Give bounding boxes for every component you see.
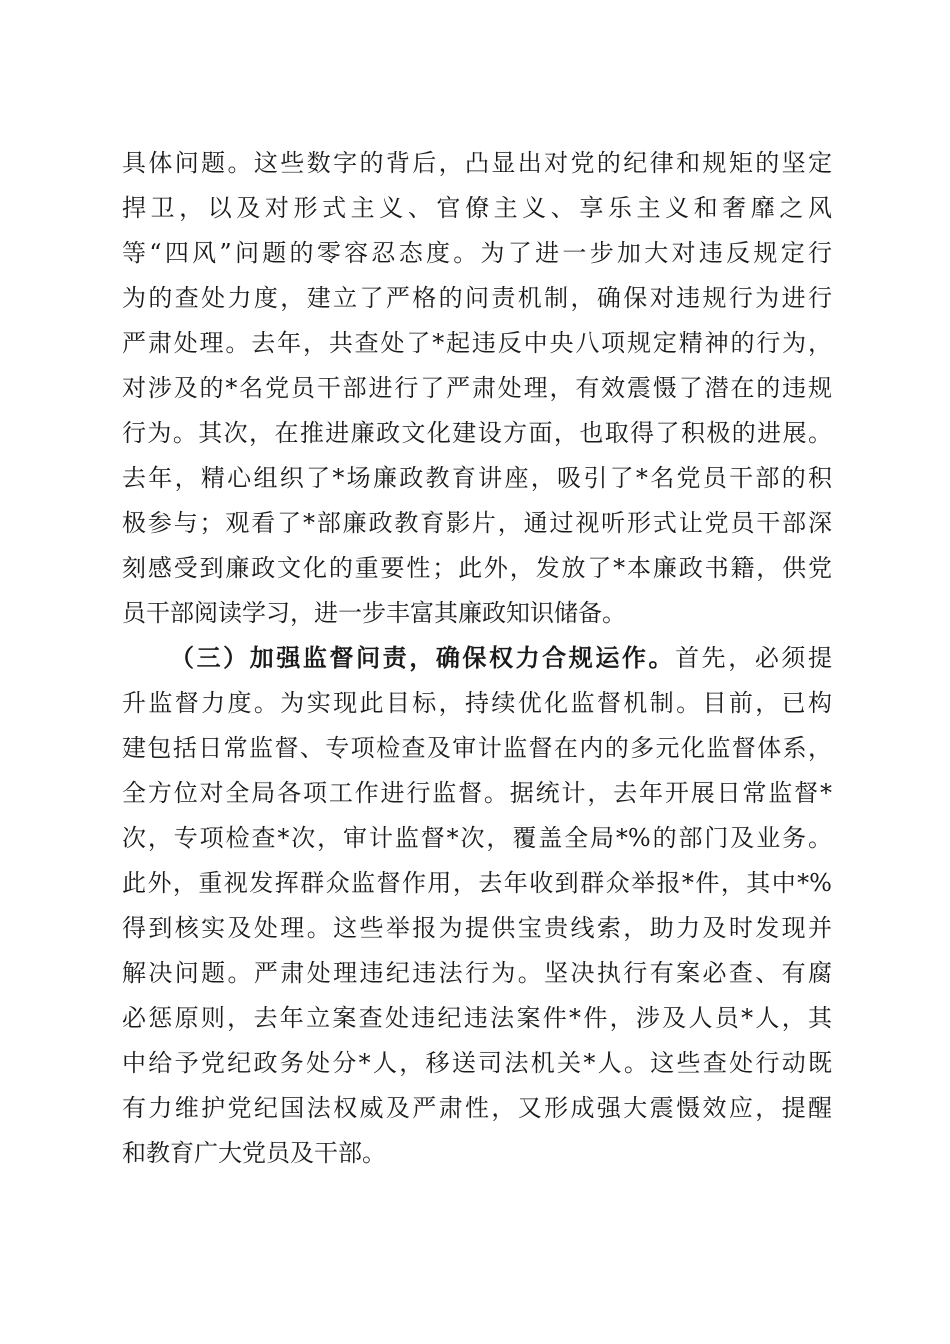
paragraph-line: 行为。其次，在推进廉政文化建设方面，也取得了积极的进展。 — [122, 419, 832, 447]
paragraph-line: 等“四风”问题的零容忍态度。为了进一步加大对违反规定行 — [122, 239, 832, 267]
paragraph-line: 中给予党纪政务处分*人，移送司法机关*人。这些查处行动既 — [122, 1049, 832, 1077]
section-first-line-text: 首先，必须提 — [675, 644, 833, 672]
section-heading: （三）加强监督问责，确保权力合规运作。 — [170, 643, 676, 672]
paragraph-line: 有力维护党纪国法权威及严肃性，又形成强大震慑效应，提醒 — [122, 1094, 832, 1122]
paragraph-line: 此外，重视发挥群众监督作用，去年收到群众举报*件，其中*% — [122, 869, 832, 897]
paragraph-line: 得到核实及处理。这些举报为提供宝贵线索，助力及时发现并 — [122, 914, 832, 942]
paragraph-line: 解决问题。严肃处理违纪违法行为。坚决执行有案必查、有腐 — [122, 959, 832, 987]
section-first-line — [170, 638, 832, 678]
paragraph-line: 和教育广大党员及干部。 — [122, 1139, 386, 1167]
paragraph-line: 建包括日常监督、专项检查及审计监督在内的多元化监督体系， — [122, 734, 832, 762]
paragraph-line: 对涉及的*名党员干部进行了严肃处理，有效震慑了潜在的违规 — [122, 374, 832, 402]
paragraph-line: 严肃处理。去年，共查处了*起违反中央八项规定精神的行为， — [122, 329, 832, 357]
paragraph-line: 捍卫，以及对形式主义、官僚主义、享乐主义和奢靡之风 — [122, 194, 832, 222]
paragraph-line: 员干部阅读学习，进一步丰富其廉政知识储备。 — [122, 599, 626, 627]
paragraph-line: 刻感受到廉政文化的重要性；此外，发放了*本廉政书籍，供党 — [122, 554, 832, 582]
paragraph-line: 去年，精心组织了*场廉政教育讲座，吸引了*名党员干部的积 — [122, 464, 832, 492]
paragraph-line: 极参与；观看了*部廉政教育影片，通过视听形式让党员干部深 — [122, 509, 832, 537]
paragraph-line: 次，专项检查*次，审计监督*次，覆盖全局*%的部门及业务。 — [122, 824, 832, 852]
paragraph-line: 升监督力度。为实现此目标，持续优化监督机制。目前，已构 — [122, 689, 832, 717]
paragraph-line: 全方位对全局各项工作进行监督。据统计，去年开展日常监督* — [122, 779, 832, 807]
paragraph-line: 必惩原则，去年立案查处违纪违法案件*件，涉及人员*人，其 — [122, 1004, 832, 1032]
paragraph-line: 为的查处力度，建立了严格的问责机制，确保对违规行为进行 — [122, 284, 832, 312]
paragraph-line: 具体问题。这些数字的背后，凸显出对党的纪律和规矩的坚定 — [122, 149, 832, 177]
